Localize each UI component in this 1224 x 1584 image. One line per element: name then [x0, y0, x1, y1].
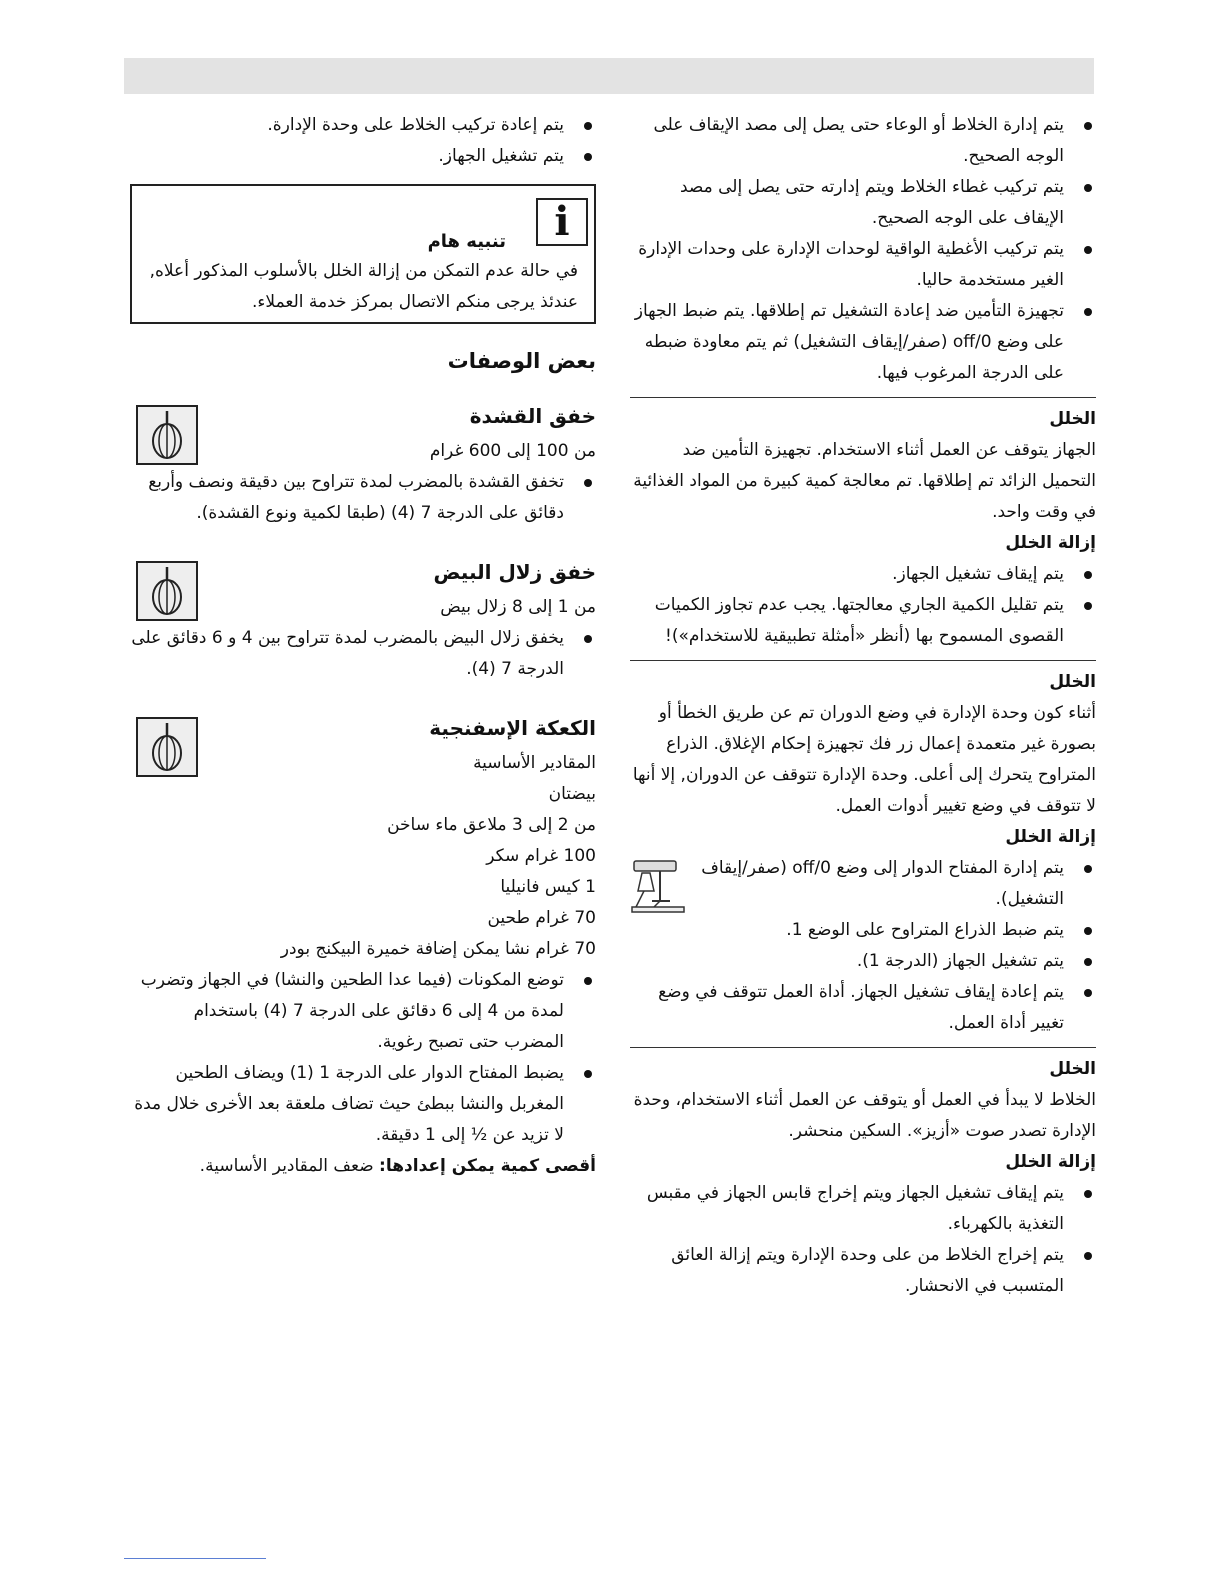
max-quantity-label: أقصى كمية يمكن إعدادها: [379, 1156, 596, 1176]
recipe-whipped-cream [130, 401, 596, 529]
max-quantity [130, 1151, 596, 1182]
divider [630, 1047, 1096, 1048]
whisk-icon [136, 561, 198, 621]
notice-box [130, 184, 596, 324]
list-item: يتم ضبط الذراع المتراوح على الوضع 1. [630, 915, 1096, 946]
recipe-line: المقادير الأساسية [473, 753, 596, 773]
fault-description: الخلاط لا يبدأ في العمل أو يتوقف عن العمل أثناء الاستخدام، وحدة الإدارة تصدر صوت «أزيز». السكين منحشر. [633, 1090, 1096, 1141]
fault-heading: الخلل [1049, 409, 1096, 429]
recipes-title: بعض الوصفات [447, 349, 596, 373]
recipe-line: 1 كيس فانيليا [500, 877, 596, 897]
whisk-icon [136, 405, 198, 465]
recipe-title: خفق زلال البيض [433, 560, 596, 584]
fault-description: أثناء كون وحدة الإدارة في وضع الدوران تم عن طريق الخطأ أو بصورة غير متعمدة إعمال زر فك تجهيزة إحكام الإغلاق. الذراع المتراوح يتحرك إلى أعلى. وحدة الإدارة تتوقف عن الدوران, إلا أنها لا تتوقف في وضع تغيير أدوات العمل. [632, 703, 1096, 816]
recipe-sponge-cake [130, 713, 596, 1182]
header-bar [124, 58, 1094, 94]
fix-steps [630, 1178, 1096, 1302]
restart-steps [130, 110, 596, 172]
list-item: يتم إعادة تركيب الخلاط على وحدة الإدارة. [130, 110, 596, 141]
list-item: توضع المكونات (فيما عدا الطحين والنشا) في الجهاز وتضرب لمدة من 4 إلى 6 دقائق على الدرجة 7 (4) باستخدام المضرب حتى تصبح رغوية. [130, 965, 596, 1058]
list-item: يتم إيقاف تشغيل الجهاز. [630, 559, 1096, 590]
list-item: يتم تشغيل الجهاز. [130, 141, 596, 172]
list-item: تخفق القشدة بالمضرب لمدة تتراوح بين دقيقة ونصف وأربع دقائق على الدرجة 7 (4) (طبقا لكمية ونوع القشدة). [130, 467, 596, 529]
recipe-egg-whites [130, 557, 596, 685]
fault-description: الجهاز يتوقف عن العمل أثناء الاستخدام. تجهيزة التأمين ضد التحميل الزائد تم إطلاقها. تم معالجة كمية كبيرة من المواد الغذائية في وقت واحد. [633, 440, 1096, 522]
info-icon: i [536, 198, 588, 246]
footer-line [124, 1558, 266, 1559]
fix-steps [630, 853, 1096, 1039]
recipe-line: 70 غرام طحين [487, 908, 596, 928]
left-column [130, 110, 596, 1210]
fault-heading: الخلل [1049, 672, 1096, 692]
list-item: يتم تركيب غطاء الخلاط ويتم إدارته حتى يصل إلى مصد الإيقاف على الوجه الصحيح. [630, 172, 1096, 234]
list-item: يتم إخراج الخلاط من على وحدة الإدارة ويتم إزالة العائق المتسبب في الانحشار. [630, 1240, 1096, 1302]
divider [630, 397, 1096, 398]
list-item: يتم إعادة إيقاف تشغيل الجهاز. أداة العمل تتوقف في وضع تغيير أداة العمل. [630, 977, 1096, 1039]
recipe-title: خفق القشدة [469, 404, 596, 428]
recipe-steps [130, 623, 596, 685]
notice-title: تنبيه هام [427, 231, 506, 252]
recipe-line: 100 غرام سكر [486, 846, 596, 866]
recipe-line: من 2 إلى 3 ملاعق ماء ساخن [387, 815, 596, 835]
recipe-line: من 100 إلى 600 غرام [429, 441, 596, 461]
recipe-line: من 1 إلى 8 زلال بيض [440, 597, 596, 617]
fix-steps-with-figure [630, 853, 1096, 1039]
list-item: يخفق زلال البيض بالمضرب لمدة تتراوح بين 4 و 6 دقائق على الدرجة 7 (4). [130, 623, 596, 685]
list-item: يتم تشغيل الجهاز (الدرجة 1). [630, 946, 1096, 977]
list-item: يتم تركيب الأغطية الواقية لوحدات الإدارة على وحدات الإدارة الغير مستخدمة حاليا. [630, 234, 1096, 296]
whisk-icon [136, 717, 198, 777]
list-item: يضبط المفتاح الدوار على الدرجة 1 (1) ويضاف الطحين المغربل والنشا ببطئ حيث تضاف ملعقة بعد الأخرى خلال مدة لا تزيد عن ½ إلى 1 دقيقة. [130, 1058, 596, 1151]
fix-heading: إزالة الخلل [1005, 533, 1096, 553]
divider [630, 660, 1096, 661]
list-item: يتم إيقاف تشغيل الجهاز ويتم إخراج قابس الجهاز في مقبس التغذية بالكهرباء. [630, 1178, 1096, 1240]
fix-steps [630, 559, 1096, 652]
right-column [630, 110, 1096, 1302]
fix-heading: إزالة الخلل [1005, 827, 1096, 847]
recipe-line: بيضتان [548, 784, 596, 804]
fix-heading: إزالة الخلل [1005, 1152, 1096, 1172]
list-item: يتم إدارة الخلاط أو الوعاء حتى يصل إلى مصد الإيقاف على الوجه الصحيح. [630, 110, 1096, 172]
stand-mixer-icon [630, 857, 686, 915]
list-item: تجهيزة التأمين ضد إعادة التشغيل تم إطلاقها. يتم ضبط الجهاز على وضع off/0 (صفر/إيقاف التشغيل) ثم يتم معاودة ضبطه على الدرجة المرغوب فيها. [630, 296, 1096, 389]
fault-heading: الخلل [1049, 1059, 1096, 1079]
notice-text: في حالة عدم التمكن من إزالة الخلل بالأسلوب المذكور أعلاه, عندئذ يرجى منكم الاتصال بمركز خدمة العملاء. [149, 261, 578, 312]
recipe-steps [130, 467, 596, 529]
recipe-steps [130, 965, 596, 1151]
list-item: يتم إدارة المفتاح الدوار إلى وضع off/0 (صفر/إيقاف التشغيل). [700, 853, 1096, 915]
recipe-line: 70 غرام نشا يمكن إضافة خميرة البيكنج بودر [280, 939, 596, 959]
max-quantity-value: ضعف المقادير الأساسية. [199, 1156, 374, 1176]
assembly-steps [630, 110, 1096, 389]
list-item: يتم تقليل الكمية الجاري معالجتها. يجب عدم تجاوز الكميات القصوى المسموح بها (أنظر «أمثلة تطبيقية للاستخدام»)! [630, 590, 1096, 652]
recipe-title: الكعكة الإسفنجية [429, 716, 596, 740]
